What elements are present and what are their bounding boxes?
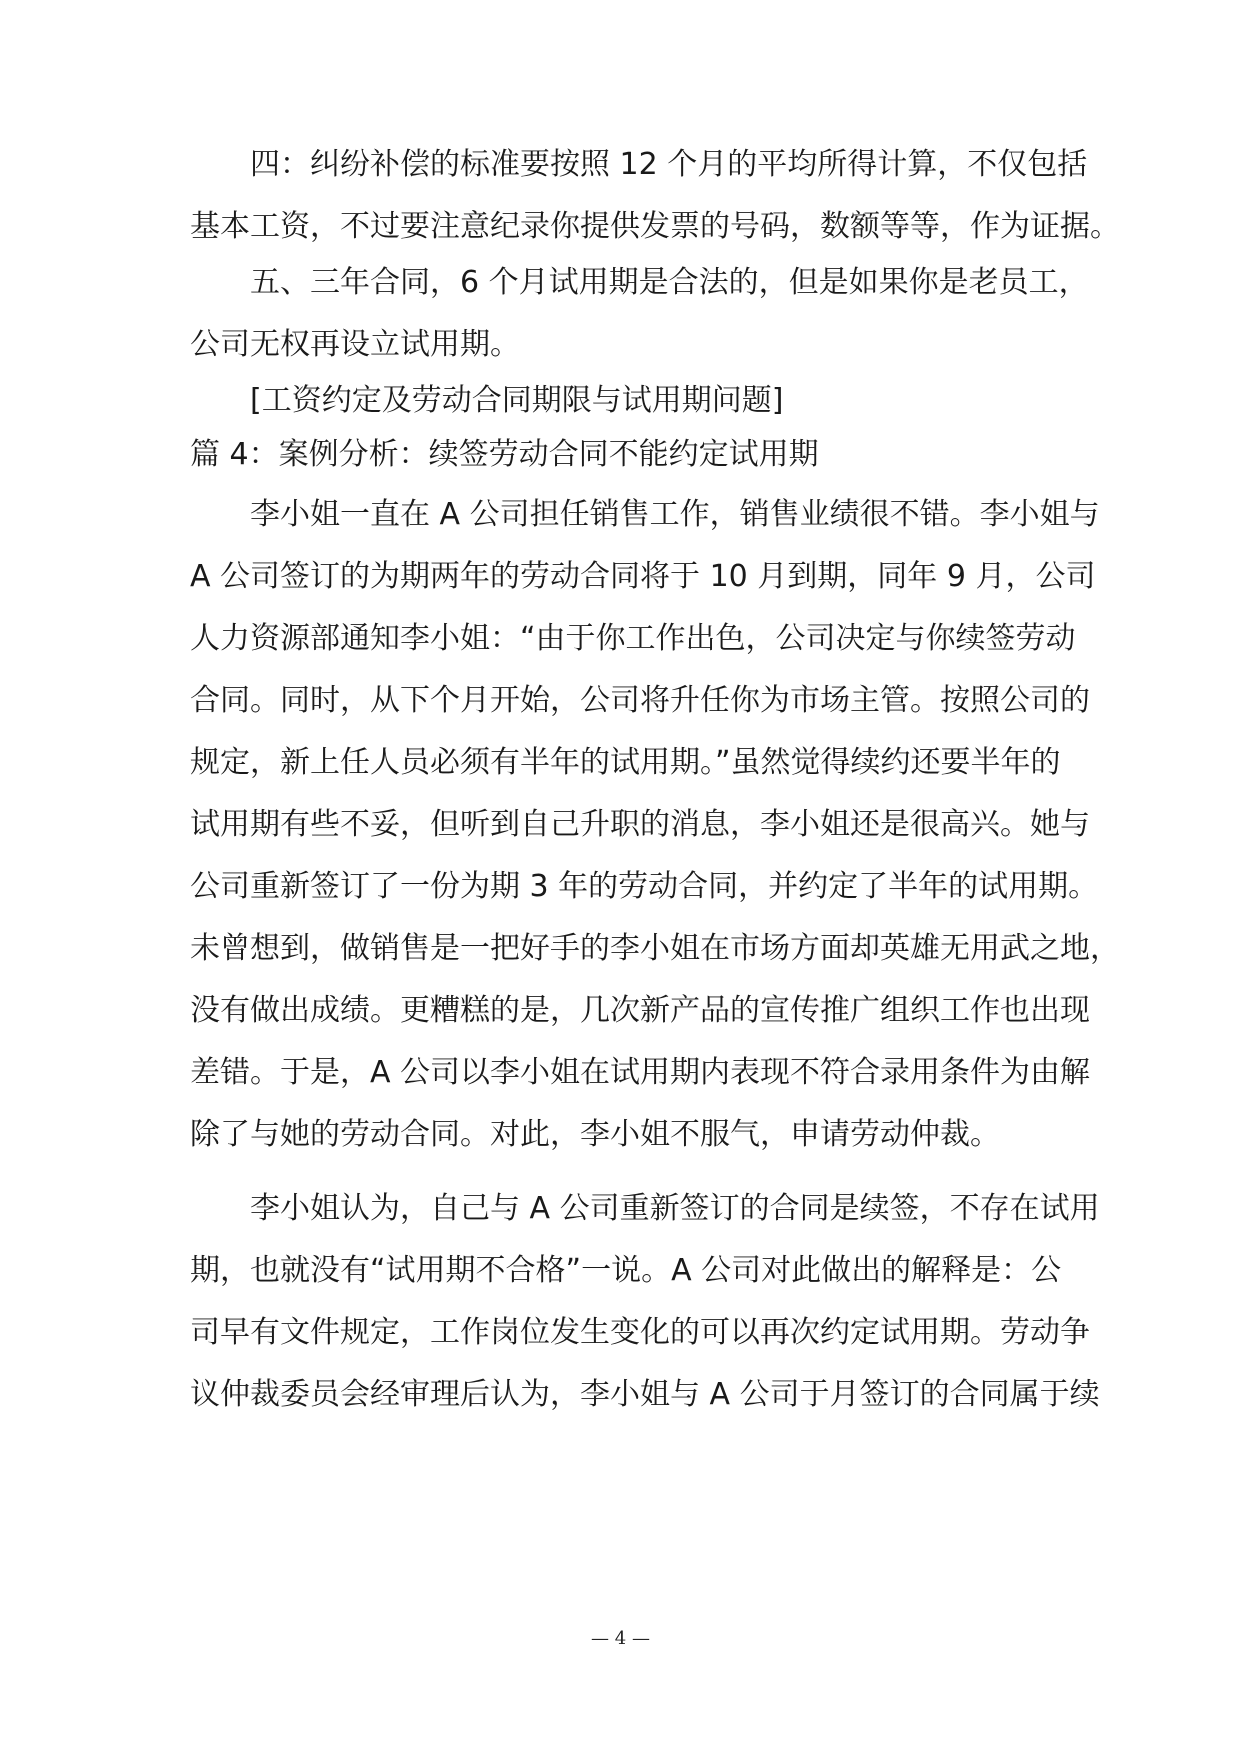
text-line: 没有做出成绩。更糟糕的是，几次新产品的宣传推广组织工作也出现	[190, 993, 1090, 1028]
opinion-paragraph	[190, 1178, 1100, 1426]
paragraph-4-compensation	[190, 134, 1120, 258]
text-line: 除了与她的劳动合同。对此，李小姐不服气，申请劳动仲裁。	[190, 1117, 1000, 1152]
text-line: 规定，新上任人员必须有半年的试用期。”虽然觉得续约还要半年的	[190, 745, 1061, 780]
text-line: 李小姐一直在 A 公司担任销售工作，销售业绩很不错。李小姐与	[250, 497, 1100, 532]
text-line: A 公司签订的为期两年的劳动合同将于 10 月到期，同年 9 月，公司	[190, 559, 1096, 594]
case-paragraph	[190, 484, 1120, 1166]
text-line: 基本工资，不过要注意纪录你提供发票的号码，数额等等，作为证据。	[190, 209, 1120, 244]
text-line: 合同。同时，从下个月开始，公司将升任你为市场主管。按照公司的	[190, 683, 1090, 718]
text-line: 公司无权再设立试用期。	[190, 327, 520, 362]
text-line: 人力资源部通知李小姐：“由于你工作出色，公司决定与你续签劳动	[190, 621, 1076, 656]
text-line: 差错。于是，A 公司以李小姐在试用期内表现不符合录用条件为由解	[190, 1055, 1091, 1090]
paragraph-5-probation	[190, 252, 1089, 376]
text-line: [工资约定及劳动合同期限与试用期问题]	[250, 383, 784, 418]
text-line: 司早有文件规定，工作岗位发生变化的可以再次约定试用期。劳动争	[190, 1315, 1090, 1350]
page-number: — 4 —	[591, 1628, 650, 1649]
text-line: 四：纠纷补偿的标准要按照 12 个月的平均所得计算，不仅包括	[250, 147, 1088, 182]
text-line: 未曾想到，做销售是一把好手的李小姐在市场方面却英雄无用武之地，	[190, 931, 1120, 966]
text-line: 篇 4：案例分析：续签劳动合同不能约定试用期	[190, 437, 819, 472]
text-line: 公司重新签订了一份为期 3 年的劳动合同，并约定了半年的试用期。	[190, 869, 1099, 904]
text-line: 期，也就没有“试用期不合格”一说。A 公司对此做出的解释是：公	[190, 1253, 1062, 1288]
text-line: 李小姐认为，自己与 A 公司重新签订的合同是续签，不存在试用	[250, 1191, 1100, 1226]
chapter-heading	[190, 424, 1064, 486]
text-line: 五、三年合同，6 个月试用期是合法的，但是如果你是老员工，	[250, 265, 1089, 300]
text-line: 议仲裁委员会经审理后认为，李小姐与 A 公司于月签订的合同属于续	[190, 1377, 1100, 1412]
section-reference	[190, 370, 1064, 432]
text-line: 试用期有些不妥，但听到自己升职的消息，李小姐还是很高兴。她与	[190, 807, 1090, 842]
